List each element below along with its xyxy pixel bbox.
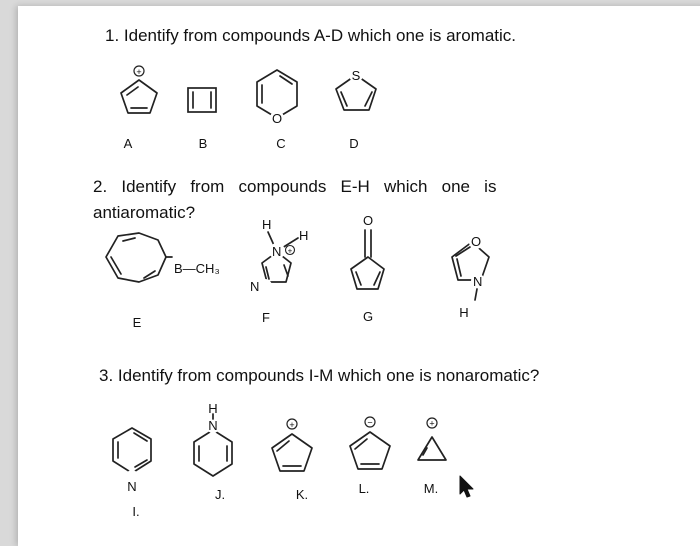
nitrogen-atom-h: N xyxy=(473,274,483,289)
compound-d-structure xyxy=(336,68,376,110)
compound-a-structure xyxy=(121,66,157,113)
label-l: L. xyxy=(358,481,370,496)
label-m: M. xyxy=(423,481,439,496)
hydrogen-atom-f1: H xyxy=(262,217,272,232)
compound-g-structure xyxy=(351,213,384,289)
compound-j-structure xyxy=(194,401,232,476)
label-k: K. xyxy=(295,487,309,502)
label-f: F xyxy=(262,310,270,325)
nitrogen-atom-f2: N xyxy=(250,279,260,294)
plus-charge-icon: + xyxy=(429,418,435,429)
mouse-cursor-icon xyxy=(460,476,473,497)
oxygen-atom-c: O xyxy=(271,111,283,126)
boron-methyl-group: B—CH₃ xyxy=(174,261,220,276)
nitrogen-atom-f1: N xyxy=(272,244,282,259)
oxygen-atom-h: O xyxy=(470,234,482,249)
question-1-text: 1. Identify from compounds A-D which one is aromatic. xyxy=(105,26,517,45)
nitrogen-atom-j: N xyxy=(208,418,218,433)
compound-b-structure xyxy=(188,88,216,112)
hydrogen-atom-f2: H xyxy=(299,228,309,243)
label-d: D xyxy=(349,136,359,151)
plus-charge-icon: + xyxy=(289,420,295,430)
oxygen-atom-g: O xyxy=(362,213,374,228)
label-e: E xyxy=(132,315,142,330)
compound-e-structure xyxy=(106,233,220,282)
minus-charge-icon: − xyxy=(367,417,373,428)
label-h: H xyxy=(459,305,469,320)
label-g: G xyxy=(362,309,374,324)
nitrogen-atom-i: N xyxy=(127,479,137,494)
sulfur-atom-d: S xyxy=(351,68,361,83)
compound-c-structure xyxy=(257,70,297,126)
question-2-line-2: antiaromatic? xyxy=(93,203,196,222)
compound-f-structure xyxy=(250,217,308,294)
plus-charge-icon: + xyxy=(136,67,142,77)
plus-charge-icon: + xyxy=(287,246,293,256)
compound-h-structure xyxy=(452,234,489,300)
compound-l-structure xyxy=(350,417,390,469)
question-2-line-1: 2. Identify from compounds E-H which one is xyxy=(93,177,497,196)
compound-k-structure xyxy=(272,419,312,471)
label-a: A xyxy=(123,136,133,151)
hydrogen-atom-j: H xyxy=(208,401,218,416)
label-c: C xyxy=(276,136,286,151)
compound-i-structure xyxy=(113,428,151,494)
label-b: B xyxy=(198,136,208,151)
label-j: J. xyxy=(214,487,226,502)
question-3-text: 3. Identify from compounds I-M which one is nonaromatic? xyxy=(99,366,540,385)
label-i: I. xyxy=(132,504,140,519)
compound-m-structure xyxy=(418,418,446,460)
